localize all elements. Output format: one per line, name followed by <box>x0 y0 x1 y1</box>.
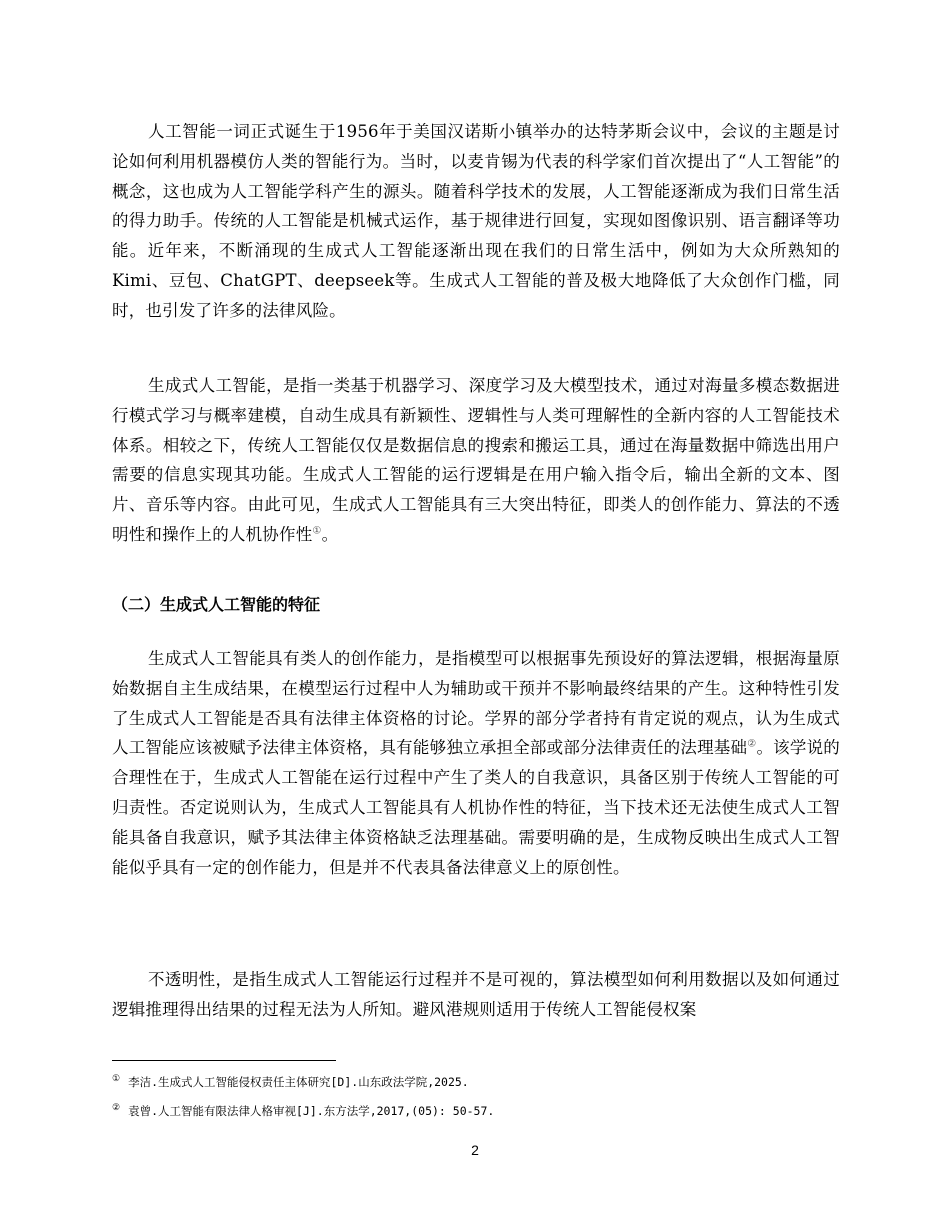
page-number: 2 <box>471 1142 479 1158</box>
paragraph-text: 人工智能一词正式诞生于1956年于美国汉诺斯小镇举办的达特茅斯会议中，会议的主题是讨论如何利用机器模仿人类的智能行为。当时，以麦肯锡为代表的科学家们首次提出了“人工智能”的概念，这也成为人工智能学科产生的源头。随着科学技术的发展，人工智能逐渐成为我们日常生活的得力助手。传统的人工智能是机械式运作，基于规律进行回复，实现如图像识别、语言翻译等功能。近年来，不断涌现的生成式人工智能逐渐出现在我们的日常生活中，例如为大众所熟知的Kimi、豆包、ChatGPT、deepseek等。生成式人工智能的普及极大地降低了大众创作门槛，同时，也引发了许多的法律风险。 <box>112 122 840 320</box>
paragraph-text: 生成式人工智能，是指一类基于机器学习、深度学习及大模型技术，通过对海量多模态数据进行模式学习与概率建模，自动生成具有新颖性、逻辑性与人类可理解性的全新内容的人工智能技术体系。相较之下，传统人工智能仅仅是数据信息的搜索和搬运工具，通过在海量数据中筛选出用户需要的信息实现其功能。生成式人工智能的运行逻辑是在用户输入指令后，输出全新的文本、图片、音乐等内容。由此可见，生成式人工智能具有三大突出特征，即类人的创作能力、算法的不透明性和操作上的人机协作性 <box>112 376 840 544</box>
footnote-divider <box>112 1060 336 1061</box>
section-heading: （二）生成式人工智能的特征 <box>112 595 321 614</box>
body-paragraph <box>112 644 840 882</box>
footnote-text: 袁曾.人工智能有限法律人格审视[J].东方法学,2017,(05): 50-57. <box>128 1104 495 1118</box>
paragraph-text-end: 。 <box>321 524 339 544</box>
paragraph-text: 不透明性，是指生成式人工智能运行过程并不是可视的，算法模型如何利用数据以及如何通过逻辑推理得出结果的过程无法为人所知。避风港规则适用于传统人工智能侵权案 <box>112 970 840 1019</box>
footnote-reference[interactable]: ① <box>312 525 322 537</box>
footnote-text: 李洁.生成式人工智能侵权责任主体研究[D].山东政法学院,2025. <box>128 1075 469 1089</box>
body-paragraph <box>112 371 840 550</box>
body-paragraph <box>112 965 840 1025</box>
paragraph-text: 生成式人工智能具有类人的创作能力，是指模型可以根据事先预设好的算法逻辑，根据海量原始数据自主生成结果，在模型运行过程中人为辅助或干预并不影响最终结果的产生。这种特性引发了生成式人工智能是否具有法律主体资格的讨论。学界的部分学者持有肯定说的观点，认为生成式人工智能应该被赋予法律主体资格，具有能够独立承担全部或部分法律责任的法理基础 <box>112 649 840 758</box>
paragraph-text-end: 。该学说的合理性在于，生成式人工智能在运行过程中产生了类人的自我意识，具备区别于传统人工智能的可归责性。否定说则认为，生成式人工智能具有人机协作性的特征，当下技术还无法使生成式人工智能具备自我意识，赋予其法律主体资格缺乏法理基础。需要明确的是，生成物反映出生成式人工智能似乎具有一定的创作能力，但是并不代表具备法律意义上的原创性。 <box>112 738 841 877</box>
footnote-mark: ② <box>112 1103 121 1114</box>
footnote <box>112 1103 852 1119</box>
body-paragraph <box>112 117 840 326</box>
footnote <box>112 1074 852 1090</box>
footnote-reference[interactable]: ② <box>747 738 757 750</box>
footnote-mark: ① <box>112 1074 121 1085</box>
